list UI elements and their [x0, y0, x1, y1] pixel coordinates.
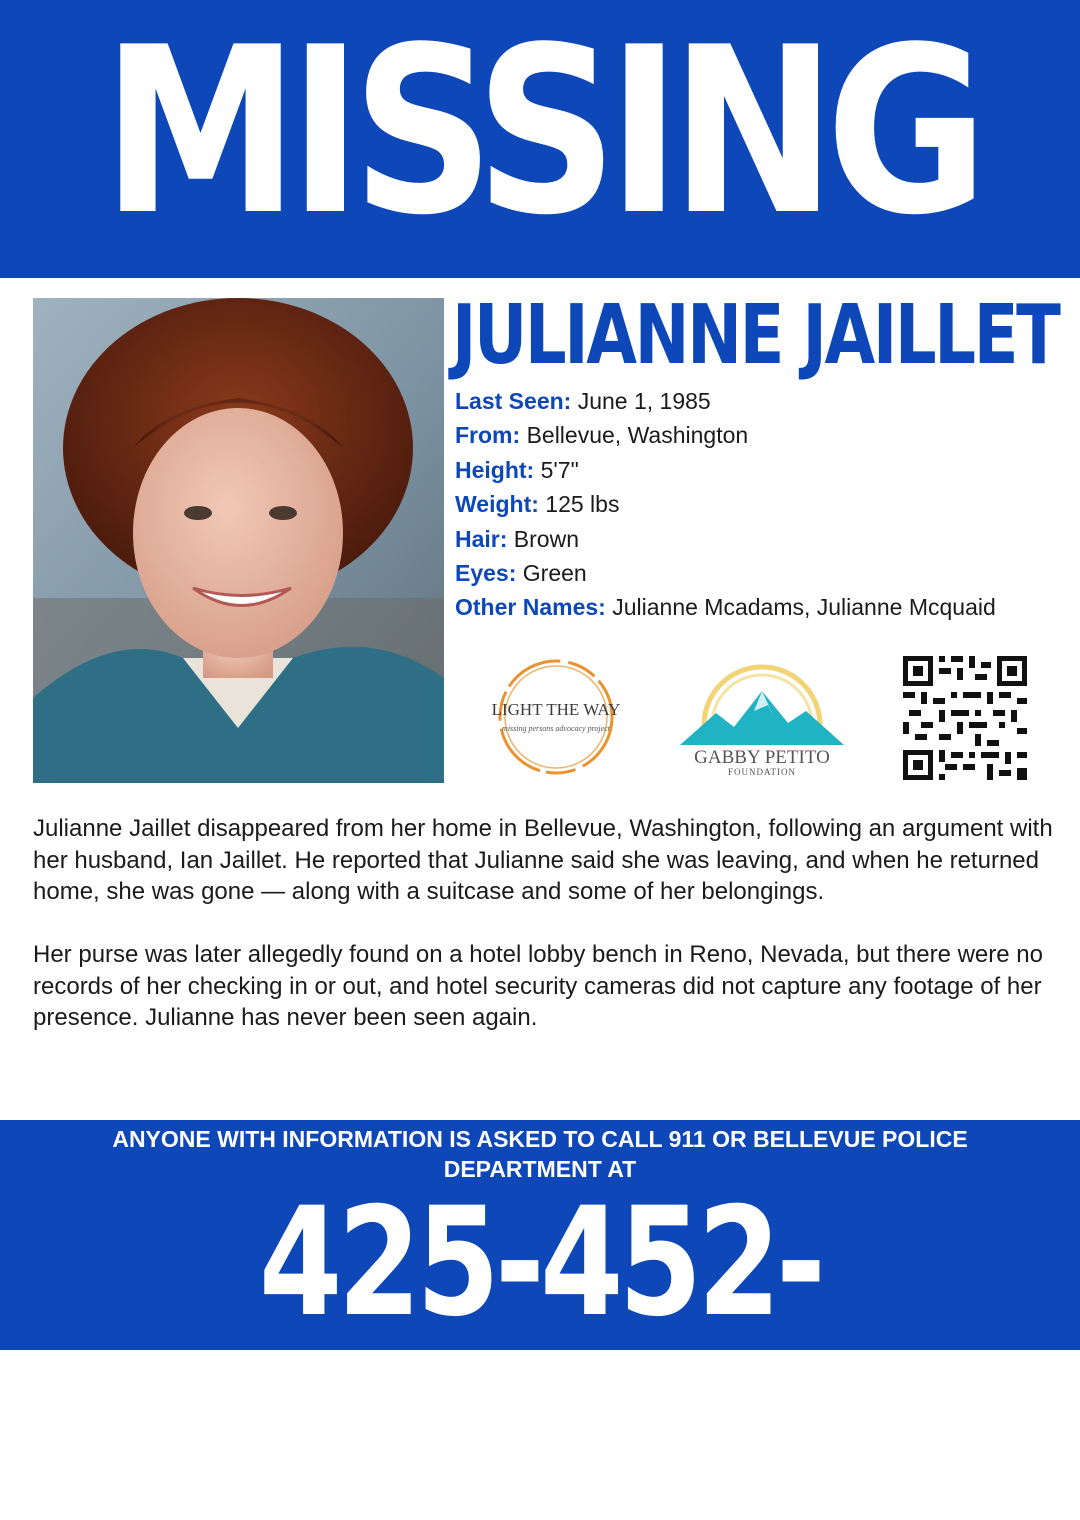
fact-other-names: [455, 590, 1065, 624]
fact-value: Brown: [513, 525, 579, 552]
gabby-petito-foundation-logo[interactable]: [676, 655, 848, 780]
contact-instructions: ANYONE WITH INFORMATION IS ASKED TO CALL 911 OR BELLEVUE POLICE DEPARTMENT AT: [112, 1126, 968, 1182]
portrait-illustration: [33, 298, 444, 783]
fact-label: From:: [455, 422, 521, 449]
logo-ltw-tagline: missing persons advocacy project: [502, 724, 610, 733]
fact-label: Hair:: [455, 525, 508, 552]
fact-value: June 1, 1985: [577, 388, 711, 414]
fact-value: 125 lbs: [545, 491, 620, 518]
fact-value: 5'7": [540, 456, 579, 483]
person-name: JULIANNE JAILLET: [452, 288, 1059, 383]
fact-label: Last Seen:: [455, 388, 572, 414]
case-description: [33, 813, 1063, 1065]
story-paragraph: Julianne Jaillet disappeared from her home in Bellevue, Washington, following an argument with her husband, Ian Jaillet. He reported that Julianne said she was leaving, and when he returned home, she was gone — along with a suitcase and some of her belongings.: [33, 815, 1053, 905]
phone-number[interactable]: 425-452-6917: [258, 1176, 822, 1520]
fact-label: Other Names:: [455, 594, 606, 621]
logo-gp-sub: FOUNDATION: [728, 767, 796, 777]
fact-hair: [455, 522, 1065, 556]
fact-label: Eyes:: [455, 560, 517, 587]
light-the-way-logo[interactable]: [476, 655, 636, 780]
fact-height: [455, 453, 1065, 487]
qr-code[interactable]: [903, 656, 1027, 780]
fact-label: Weight:: [455, 491, 539, 518]
fact-value: Julianne Mcadams, Julianne Mcquaid: [612, 594, 996, 621]
logo-gp-name: GABBY PETITO: [694, 747, 830, 768]
person-facts: [455, 384, 1065, 625]
fact-value: Bellevue, Washington: [526, 422, 749, 449]
story-paragraph: Her purse was later allegedly found on a hotel lobby bench in Reno, Nevada, but there were no records of her checking in or out, and hotel security cameras did not capture any footage of her presence. Julianne has never been seen again.: [33, 941, 1043, 1031]
fact-value: Green: [522, 560, 587, 587]
fact-weight: [455, 487, 1065, 521]
fact-eyes: [455, 556, 1065, 590]
fact-label: Height:: [455, 456, 535, 483]
missing-heading: MISSING: [102, 0, 978, 266]
logo-ltw-name: LIGHT THE WAY: [491, 700, 621, 719]
missing-person-photo: [33, 298, 444, 783]
fact-last-seen: [455, 384, 1065, 418]
fact-from: [455, 418, 1065, 452]
